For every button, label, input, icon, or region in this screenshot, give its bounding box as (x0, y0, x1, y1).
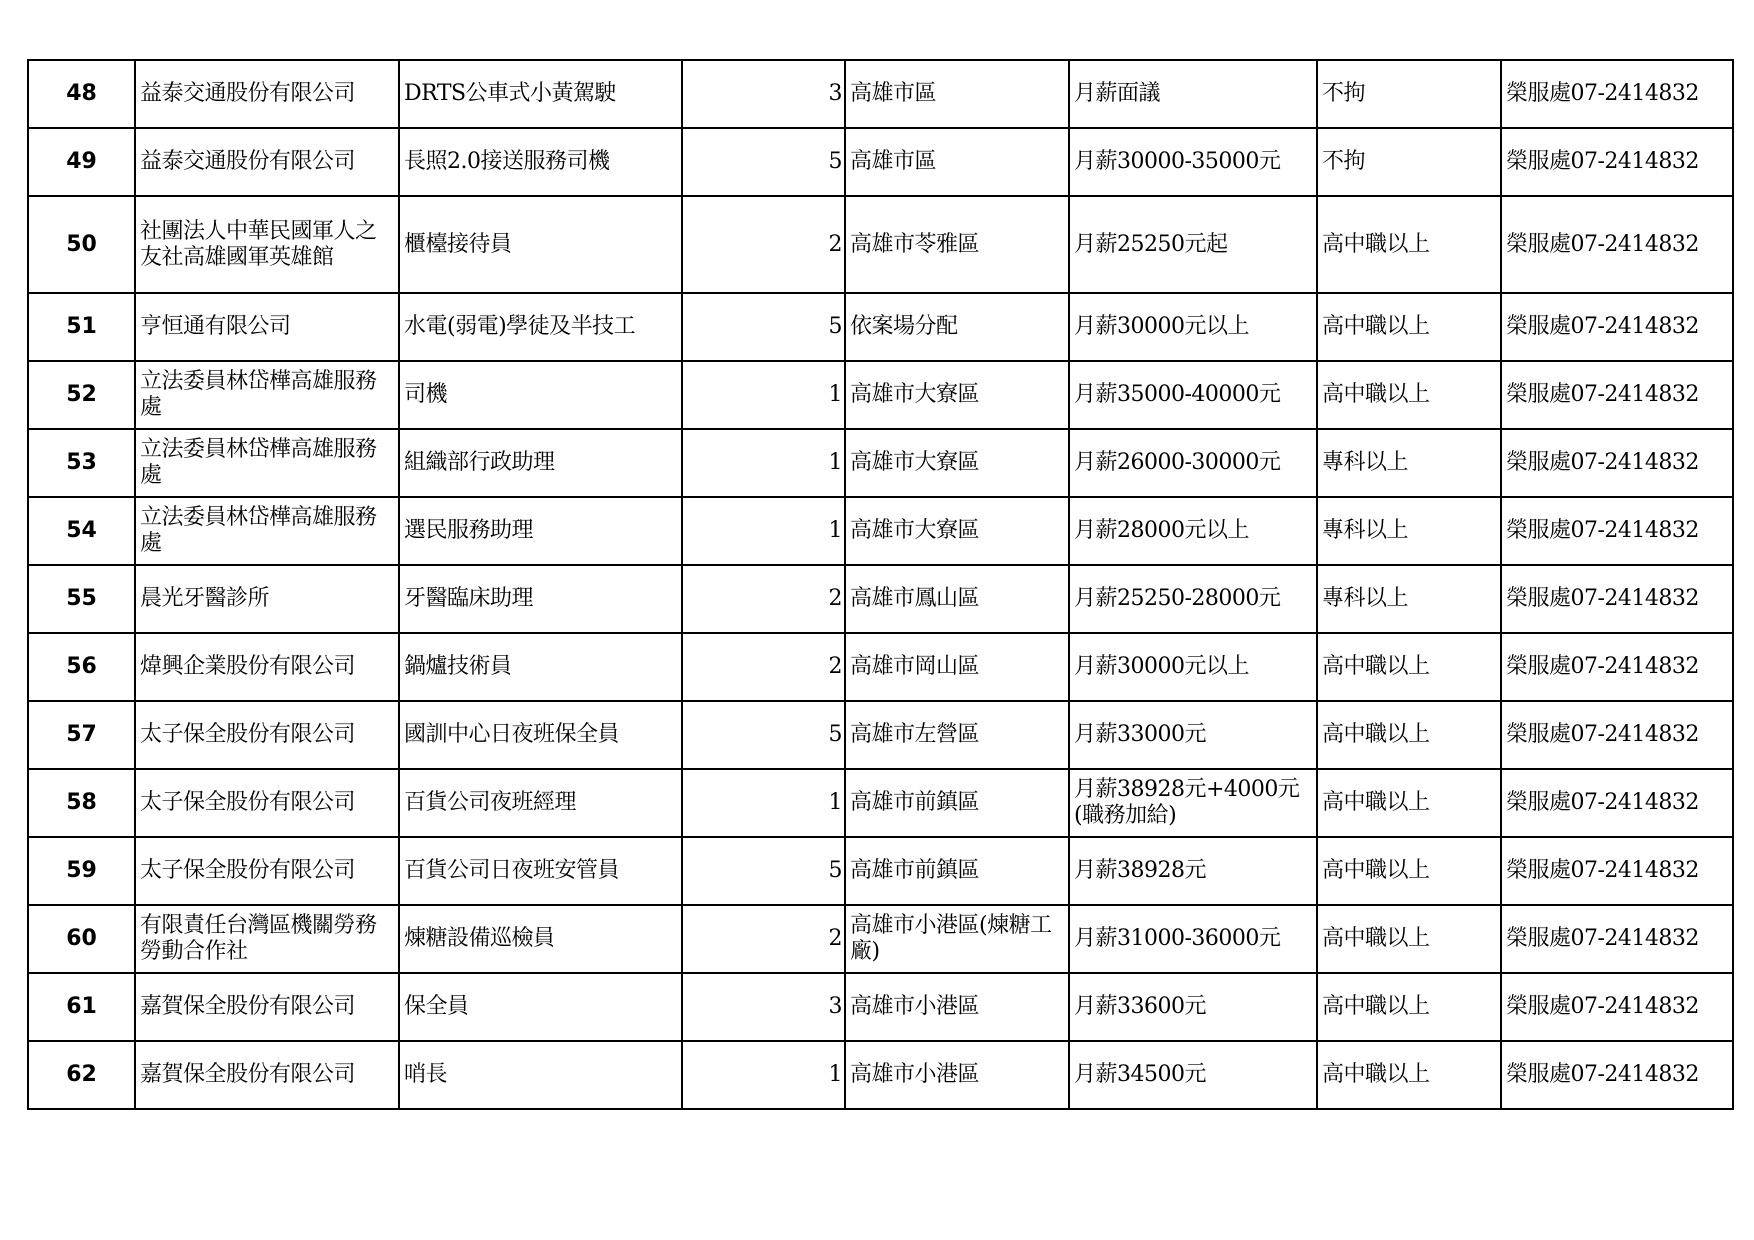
job-position: 煉糖設備巡檢員 (399, 905, 682, 973)
company-name: 益泰交通股份有限公司 (135, 128, 399, 196)
job-position: 保全員 (399, 973, 682, 1041)
job-listing-table (27, 59, 1734, 1110)
row-number: 54 (28, 497, 135, 565)
contact-info: 榮服處07-2414832 (1501, 128, 1733, 196)
salary: 月薪31000-36000元 (1069, 905, 1317, 973)
table-row (28, 361, 1733, 429)
job-position: 百貨公司日夜班安管員 (399, 837, 682, 905)
work-location: 高雄市大寮區 (845, 361, 1069, 429)
education-requirement: 高中職以上 (1317, 1041, 1501, 1109)
job-position: 鍋爐技術員 (399, 633, 682, 701)
job-quantity: 1 (682, 361, 845, 429)
job-quantity: 3 (682, 973, 845, 1041)
contact-info: 榮服處07-2414832 (1501, 701, 1733, 769)
work-location: 高雄市小港區 (845, 1041, 1069, 1109)
table-row (28, 1041, 1733, 1109)
salary: 月薪28000元以上 (1069, 497, 1317, 565)
company-name: 晨光牙醫診所 (135, 565, 399, 633)
job-quantity: 2 (682, 633, 845, 701)
company-name: 太子保全股份有限公司 (135, 837, 399, 905)
salary: 月薪30000-35000元 (1069, 128, 1317, 196)
job-position: 組織部行政助理 (399, 429, 682, 497)
work-location: 高雄市鳳山區 (845, 565, 1069, 633)
table-row (28, 293, 1733, 361)
contact-info: 榮服處07-2414832 (1501, 905, 1733, 973)
work-location: 高雄市左營區 (845, 701, 1069, 769)
salary: 月薪25250元起 (1069, 196, 1317, 293)
table-row (28, 497, 1733, 565)
salary: 月薪30000元以上 (1069, 633, 1317, 701)
table-row (28, 128, 1733, 196)
salary: 月薪38928元+4000元(職務加給) (1069, 769, 1317, 837)
contact-info: 榮服處07-2414832 (1501, 361, 1733, 429)
education-requirement: 高中職以上 (1317, 701, 1501, 769)
salary: 月薪面議 (1069, 60, 1317, 128)
education-requirement: 高中職以上 (1317, 633, 1501, 701)
work-location: 高雄市前鎮區 (845, 837, 1069, 905)
contact-info: 榮服處07-2414832 (1501, 633, 1733, 701)
contact-info: 榮服處07-2414832 (1501, 196, 1733, 293)
table-row (28, 905, 1733, 973)
work-location: 高雄市區 (845, 60, 1069, 128)
contact-info: 榮服處07-2414832 (1501, 497, 1733, 565)
contact-info: 榮服處07-2414832 (1501, 293, 1733, 361)
education-requirement: 專科以上 (1317, 497, 1501, 565)
salary: 月薪25250-28000元 (1069, 565, 1317, 633)
job-quantity: 1 (682, 497, 845, 565)
education-requirement: 專科以上 (1317, 429, 1501, 497)
job-position: 哨長 (399, 1041, 682, 1109)
company-name: 亨恒通有限公司 (135, 293, 399, 361)
job-quantity: 2 (682, 196, 845, 293)
company-name: 太子保全股份有限公司 (135, 701, 399, 769)
salary: 月薪33000元 (1069, 701, 1317, 769)
education-requirement: 高中職以上 (1317, 293, 1501, 361)
work-location: 高雄市前鎮區 (845, 769, 1069, 837)
job-quantity: 1 (682, 769, 845, 837)
company-name: 太子保全股份有限公司 (135, 769, 399, 837)
row-number: 48 (28, 60, 135, 128)
row-number: 51 (28, 293, 135, 361)
contact-info: 榮服處07-2414832 (1501, 565, 1733, 633)
work-location: 依案場分配 (845, 293, 1069, 361)
salary: 月薪34500元 (1069, 1041, 1317, 1109)
job-quantity: 2 (682, 905, 845, 973)
table-row (28, 196, 1733, 293)
job-quantity: 3 (682, 60, 845, 128)
company-name: 嘉賀保全股份有限公司 (135, 973, 399, 1041)
table-row (28, 429, 1733, 497)
contact-info: 榮服處07-2414832 (1501, 837, 1733, 905)
job-quantity: 5 (682, 837, 845, 905)
row-number: 53 (28, 429, 135, 497)
work-location: 高雄市岡山區 (845, 633, 1069, 701)
job-quantity: 2 (682, 565, 845, 633)
contact-info: 榮服處07-2414832 (1501, 1041, 1733, 1109)
work-location: 高雄市小港區(煉糖工廠) (845, 905, 1069, 973)
contact-info: 榮服處07-2414832 (1501, 429, 1733, 497)
row-number: 61 (28, 973, 135, 1041)
salary: 月薪35000-40000元 (1069, 361, 1317, 429)
education-requirement: 高中職以上 (1317, 905, 1501, 973)
salary: 月薪30000元以上 (1069, 293, 1317, 361)
job-quantity: 5 (682, 128, 845, 196)
salary: 月薪26000-30000元 (1069, 429, 1317, 497)
education-requirement: 高中職以上 (1317, 769, 1501, 837)
salary: 月薪33600元 (1069, 973, 1317, 1041)
work-location: 高雄市小港區 (845, 973, 1069, 1041)
row-number: 60 (28, 905, 135, 973)
company-name: 立法委員林岱樺高雄服務處 (135, 361, 399, 429)
education-requirement: 專科以上 (1317, 565, 1501, 633)
row-number: 52 (28, 361, 135, 429)
table-row (28, 701, 1733, 769)
job-position: 百貨公司夜班經理 (399, 769, 682, 837)
education-requirement: 高中職以上 (1317, 837, 1501, 905)
row-number: 50 (28, 196, 135, 293)
education-requirement: 高中職以上 (1317, 361, 1501, 429)
job-position: 櫃檯接待員 (399, 196, 682, 293)
table-row (28, 60, 1733, 128)
education-requirement: 高中職以上 (1317, 196, 1501, 293)
table-row (28, 633, 1733, 701)
company-name: 煒興企業股份有限公司 (135, 633, 399, 701)
job-position: 國訓中心日夜班保全員 (399, 701, 682, 769)
row-number: 55 (28, 565, 135, 633)
company-name: 嘉賀保全股份有限公司 (135, 1041, 399, 1109)
job-position: 司機 (399, 361, 682, 429)
contact-info: 榮服處07-2414832 (1501, 60, 1733, 128)
row-number: 56 (28, 633, 135, 701)
row-number: 62 (28, 1041, 135, 1109)
job-position: 長照2.0接送服務司機 (399, 128, 682, 196)
row-number: 59 (28, 837, 135, 905)
table-row (28, 565, 1733, 633)
row-number: 49 (28, 128, 135, 196)
table-row (28, 769, 1733, 837)
contact-info: 榮服處07-2414832 (1501, 973, 1733, 1041)
job-position: 選民服務助理 (399, 497, 682, 565)
work-location: 高雄市大寮區 (845, 497, 1069, 565)
job-position: DRTS公車式小黃駕駛 (399, 60, 682, 128)
table-row (28, 973, 1733, 1041)
salary: 月薪38928元 (1069, 837, 1317, 905)
education-requirement: 不拘 (1317, 60, 1501, 128)
job-quantity: 5 (682, 701, 845, 769)
company-name: 社團法人中華民國軍人之友社高雄國軍英雄館 (135, 196, 399, 293)
row-number: 57 (28, 701, 135, 769)
education-requirement: 不拘 (1317, 128, 1501, 196)
education-requirement: 高中職以上 (1317, 973, 1501, 1041)
company-name: 有限責任台灣區機關勞務勞動合作社 (135, 905, 399, 973)
company-name: 立法委員林岱樺高雄服務處 (135, 429, 399, 497)
job-position: 牙醫臨床助理 (399, 565, 682, 633)
contact-info: 榮服處07-2414832 (1501, 769, 1733, 837)
work-location: 高雄市苓雅區 (845, 196, 1069, 293)
job-quantity: 1 (682, 429, 845, 497)
company-name: 立法委員林岱樺高雄服務處 (135, 497, 399, 565)
job-quantity: 5 (682, 293, 845, 361)
row-number: 58 (28, 769, 135, 837)
job-position: 水電(弱電)學徒及半技工 (399, 293, 682, 361)
table-row (28, 837, 1733, 905)
company-name: 益泰交通股份有限公司 (135, 60, 399, 128)
work-location: 高雄市大寮區 (845, 429, 1069, 497)
job-quantity: 1 (682, 1041, 845, 1109)
work-location: 高雄市區 (845, 128, 1069, 196)
